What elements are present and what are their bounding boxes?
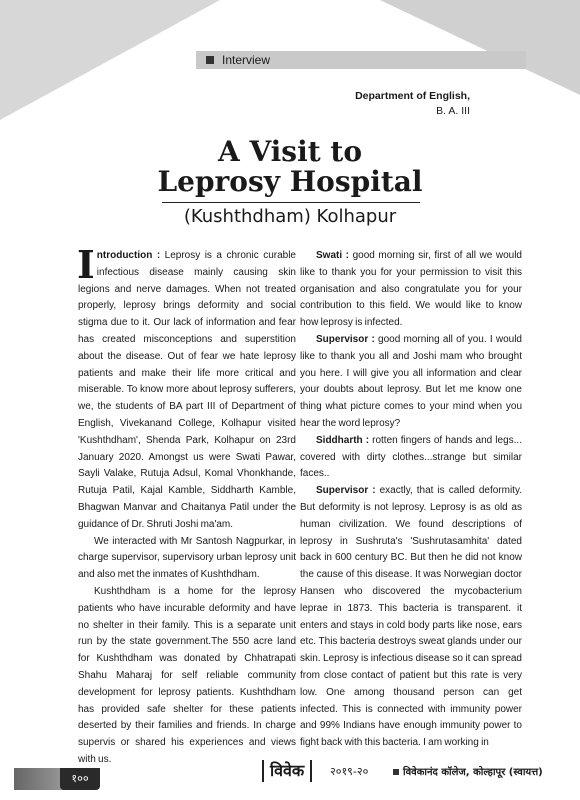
- section-tag-label: Interview: [222, 53, 271, 67]
- article-subtitle: (Kushthdham) Kolhapur: [183, 206, 397, 227]
- speaker-label: Siddharth :: [316, 434, 370, 446]
- speaker-label: Supervisor :: [316, 333, 375, 345]
- dialogue-text: exactly, that is called deformity. But deformity is not leprosy. Leprosy is as old as human civilization. We found descriptions of leprosy in Sushruta's 'Sushrutasamhita' dated back in 600 century BC. But then he did not know the cause of this disease. It was Norwegian doctor Hansen who discovered the mycobacterium leprae in 1873. This bacteria is transparent. it enters and stays in cold body parts like nose, ears etc. This bacteria destroys sweat glands under our skin. Leprosy is infectious disease so it can spread from close contact of patient but this rate is very low. One among thousand person can get infected. This is connected with immunity power and 99% Indians have enough immunity power to fight back with this bacteria. I am working in: [300, 485, 522, 749]
- class-name: B. A. III: [436, 105, 470, 117]
- intro-paragraph: [77, 242, 296, 534]
- footer-decoration: [14, 768, 66, 790]
- speaker-label: Supervisor :: [316, 485, 376, 497]
- article-title-line1: A Visit to: [217, 135, 363, 168]
- right-column: [300, 248, 522, 752]
- square-bullet-icon: [393, 769, 399, 775]
- paragraph: We interacted with Mr Santosh Nagpurkar, in charge supervisor, supervisory urban leprosy unit and also met the inmates of Kushthdham.: [78, 535, 296, 581]
- dialogue-text: rotten fingers of hands and legs... covered with dirty clothes...strange but similar faces..: [300, 434, 522, 480]
- magazine-logo: विवेक: [262, 760, 312, 782]
- square-bullet-icon: [206, 56, 214, 64]
- college-name: विवेकानंद कॉलेज, कोल्हापूर (स्वायत्त): [403, 767, 543, 778]
- footer-year: २०१९-२०: [330, 765, 369, 778]
- dialogue-paragraph: [300, 433, 522, 483]
- paragraph: Kushthdham is a home for the leprosy patients who have incurable deformity and have no shelter in their family. This is a separate unit run by the state government.The 550 acre land for Kushthdham was donated by Chhatrapati Shahu Maharaj for self reliable community development for leprosy patients. Kushthdham has provided safe shelter for these patients deserted by their families and friends. In charge supervis or shared his experiences and views with us.: [78, 585, 296, 765]
- dialogue-paragraph: [300, 332, 522, 433]
- department-name: Department of English,: [355, 90, 470, 102]
- intro-label: ntroduction :: [96, 250, 161, 261]
- title-divider: [162, 202, 420, 203]
- intro-text: Leprosy is a chronic curable infectious disease mainly causing skin legions and nerve damages. When not treated properly, leprosy brings deformity and social stigma due to it. Our lack of information and fear has created misconceptions and superstition about the disease. Out of fear we hate leprosy patients and make their life more critical and miserable. To know more about leprosy sufferers, we, the students of BA part III of Department of English, Vivekanand College, Kolhapur visited 'Kushthdham', Shenda Park, Kolhapur on 23rd January 2020. Amongst us were Swati Pawar, Sayli Valake, Rutuja Adsul, Komal Vhonkhande, Rutuja Patil, Kajal Kamble, Siddharth Kamble, Bhagwan Manvar and Chaitanya Patil under the guidance of Dr. Shruti Joshi ma'am.: [78, 250, 296, 530]
- section-tag: [196, 51, 526, 69]
- dialogue-text: good morning sir, first of all we would like to thank you for your permission to visit this organisation and also congratulate you for your contribution to this field. We would like to know how leprosy is infected.: [300, 250, 522, 329]
- page-number: १००: [60, 768, 100, 790]
- department-credit: [355, 89, 470, 119]
- corner-decoration-right: [380, 0, 580, 95]
- speaker-label: Swati :: [316, 250, 350, 261]
- dialogue-text: good morning all of you. I would like to thank you all and Joshi mam who brought you here. I will give you all information and clear your doubts about leprosy. But let me know one thing what picture comes to your mind when you hear the word leprosy?: [300, 333, 522, 429]
- drop-cap: I: [77, 242, 95, 287]
- dialogue-paragraph: [300, 483, 522, 752]
- article-title-line2: Leprosy Hospital: [157, 165, 423, 198]
- left-column: [77, 242, 296, 769]
- dialogue-paragraph: [300, 248, 522, 332]
- footer-college: [393, 764, 543, 778]
- corner-decoration-left: [0, 0, 220, 120]
